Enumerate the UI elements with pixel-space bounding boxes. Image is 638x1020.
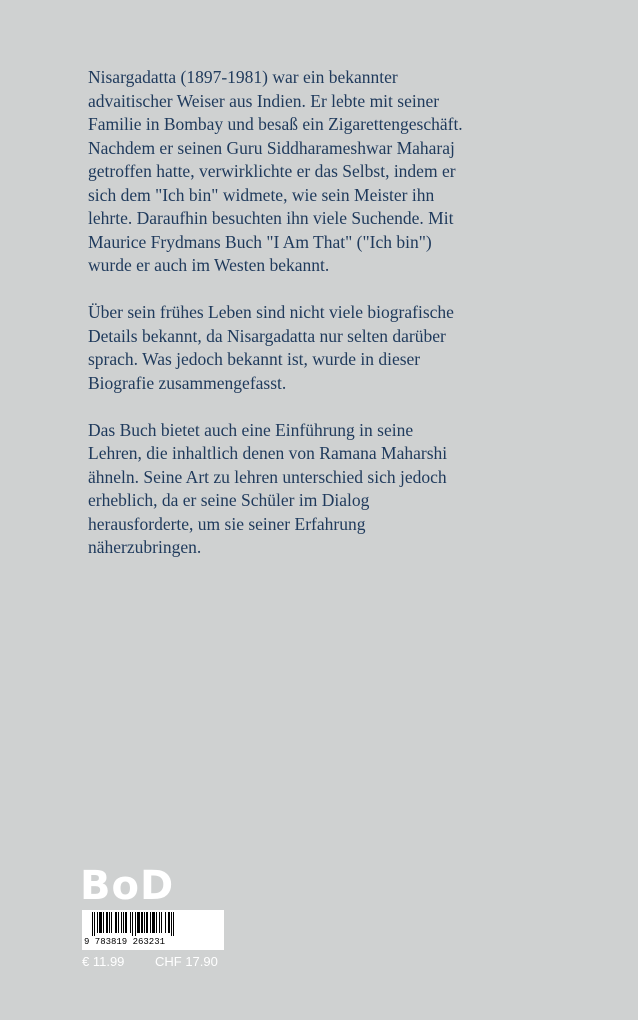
blurb-paragraph-2: Über sein frühes Leben sind nicht viele biografische Details bekannt, da Nisargadatta nur selten darüber sprach. Was jedoch bekannt ist, wurde in dieser Biografie zusammengefasst. [88, 302, 454, 393]
barcode-digits: 9 783819 263231 [84, 937, 166, 947]
price-eur: € 11.99 [82, 954, 125, 969]
bod-logo: BoD [80, 863, 175, 909]
back-cover-blurb [88, 66, 558, 583]
blurb-paragraph-3: Das Buch bietet auch eine Einführung in seine Lehren, die inhaltlich denen von Ramana Maharshi ähneln. Seine Art zu lehren unterschied sich jedoch erheblich, da er seine Schüler im Dialog herausforderte, um sie seiner Erfahrung näherzubringen. [88, 419, 448, 557]
barcode-bars [92, 912, 216, 936]
isbn-barcode [82, 910, 224, 950]
price-chf: CHF 17.90 [155, 954, 218, 969]
blurb-paragraph-1: Nisargadatta (1897-1981) war ein bekannter advaitischer Weiser aus Indien. Er lebte mit seiner Familie in Bombay und besaß ein Zigarettengeschäft. Nachdem er seinen Guru Siddharameshwar Maharaj getroffen hatte, verwirklichte er das Selbst, indem er sich dem "Ich bin" widmete, wie sein Meister ihn lehrte. Daraufhin besuchten ihn viele Suchende. Mit Maurice Frydmans Buch "I Am That" ("Ich bin") wurde er auch im Westen bekannt. [88, 67, 463, 275]
